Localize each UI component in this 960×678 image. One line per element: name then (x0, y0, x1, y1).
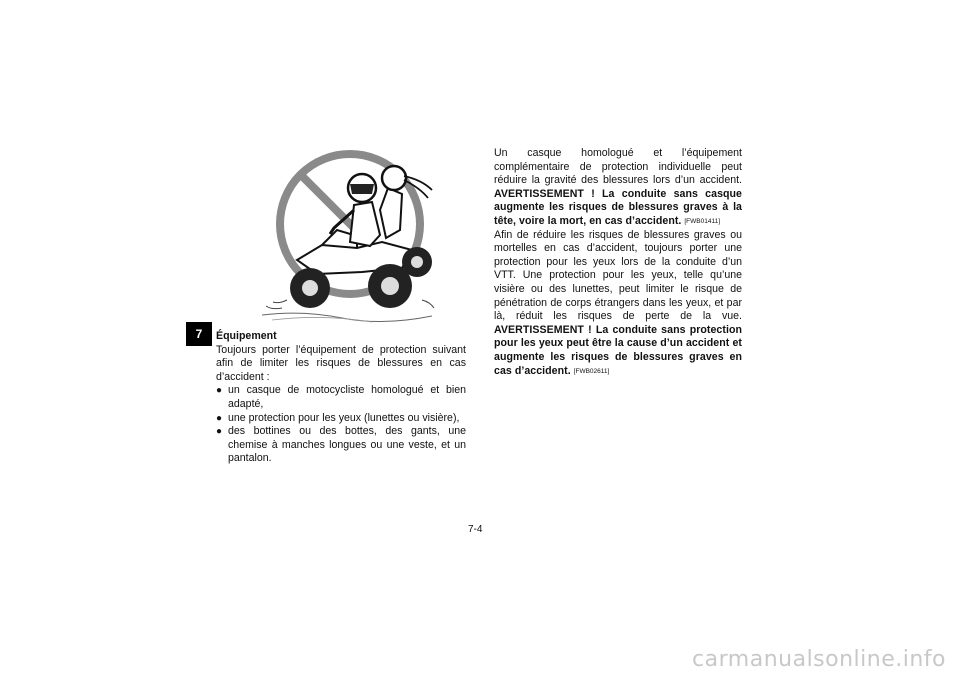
bullet-icon: ● (216, 385, 223, 397)
list-item-text: des bottines ou des bottes, des gants, une chemise à manches longues ou une veste, et un pantalon. (228, 425, 466, 465)
helmet-paragraph-text: Un casque homologué et l’équipement complémentaire de protection individuelle peut réduire la gravité des blessures lors d’un accident. (494, 147, 742, 187)
warning-eye-protection: AVERTISSEMENT ! La conduite sans protection pour les yeux peut être la cause d’un accident et augmente les risques de blessures graves en cas d’accident. (494, 323, 742, 377)
warning-helmet: AVERTISSEMENT ! La conduite sans casque augmente les risques de blessures graves à la tête, voire la mort, en cas d’accident. (494, 187, 742, 227)
watermark: carmanualsonline.info (692, 647, 946, 672)
bullet-icon: ● (216, 412, 223, 424)
list-item-text: une protection pour les yeux (lunettes ou visière), (228, 411, 460, 424)
section-heading: Équipement (216, 330, 277, 342)
left-column (216, 330, 466, 466)
warning-code: [FWB01411] (684, 217, 721, 225)
list-item (216, 425, 466, 466)
chapter-number: 7 (195, 327, 203, 341)
chapter-tab (186, 322, 212, 346)
list-item-text: un casque de motocycliste homologué et bien adapté, (228, 384, 466, 410)
list-item (216, 412, 466, 426)
page-number: 7-4 (468, 524, 483, 535)
intro-paragraph: Toujours porter l’équipement de protection suivant afin de limiter les risques de blessures en cas d’accident : (216, 343, 466, 383)
right-column (494, 147, 742, 378)
warning-code: [FWB02611] (573, 367, 610, 375)
bullet-icon: ● (216, 426, 223, 438)
eye-protection-paragraph (494, 229, 742, 379)
equipment-list (216, 384, 466, 466)
eye-protection-text: Afin de réduire les risques de blessures graves ou mortelles en cas d’accident, toujours porter une protection pour les yeux lors de la conduite d’un VTT. Une protection pour les yeux, telle qu’une visière ou des lunettes, peut limiter le risque de pénétration de corps étrangers dans les yeux, et par là, réduit les risques de perte de la vue. (494, 228, 742, 323)
no-atv-riding-without-protection-icon (262, 150, 462, 330)
list-item (216, 384, 466, 411)
helmet-paragraph (494, 147, 742, 229)
